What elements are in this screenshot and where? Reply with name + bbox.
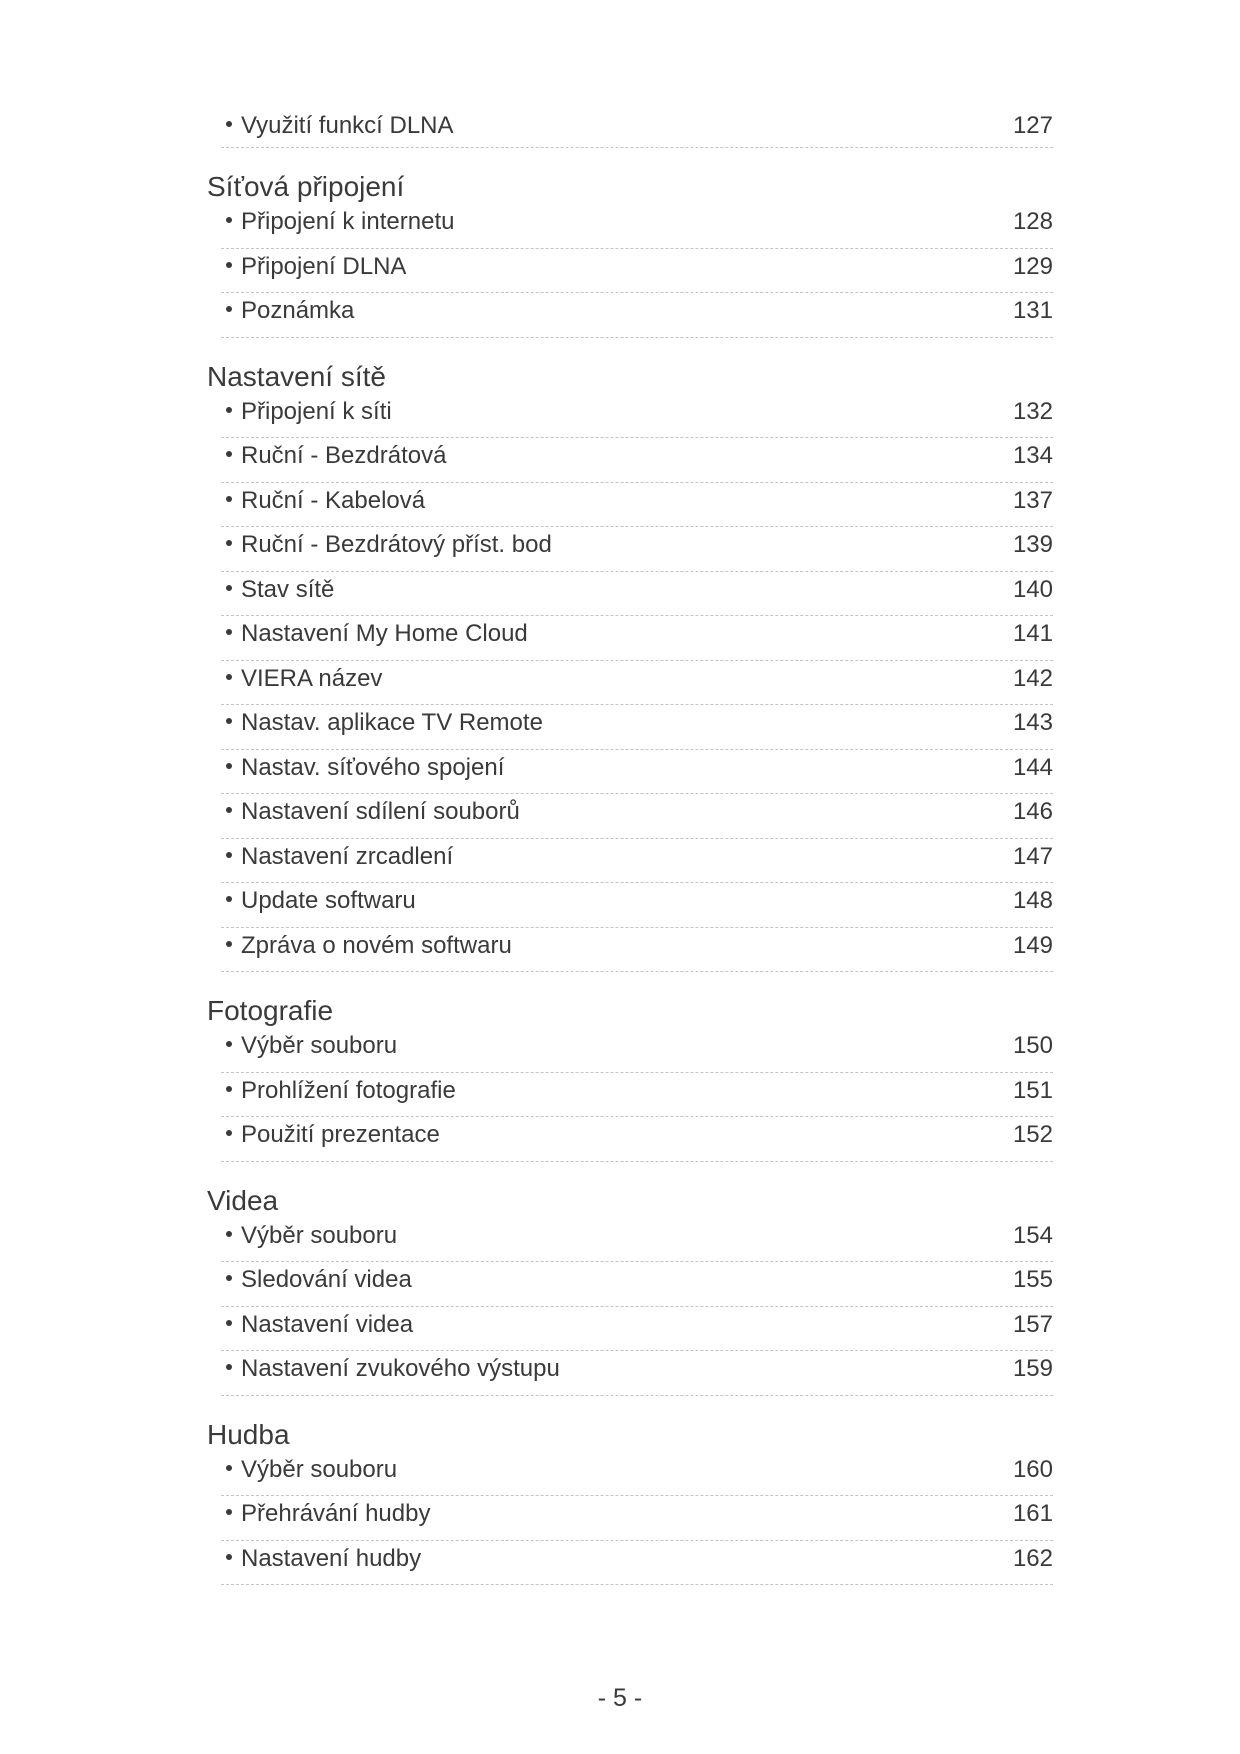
bullet-icon	[226, 217, 232, 223]
bullet-icon	[226, 496, 232, 502]
toc-entry[interactable]	[221, 1218, 1053, 1263]
toc-entry-page: 142	[1012, 664, 1053, 692]
section-heading[interactable]: Hudba	[207, 1418, 290, 1450]
bullet-icon	[226, 1086, 232, 1092]
toc-entry-label: Připojení k síti	[241, 397, 392, 425]
toc-entry-page: 128	[1012, 208, 1053, 235]
toc-entry-page: 150	[1012, 1032, 1053, 1059]
toc-entry[interactable]	[221, 108, 1053, 148]
toc-entry-label: Nastavení hudby	[241, 1544, 422, 1572]
toc-entry[interactable]	[221, 438, 1053, 483]
toc-entry-label: Nastavení sdílení souborů	[241, 798, 520, 825]
bullet-icon	[226, 451, 232, 457]
toc-entry-label: Nastav. aplikace TV Remote	[241, 709, 543, 736]
bullet-icon	[226, 121, 232, 127]
toc-entry-page: 144	[1012, 753, 1053, 781]
toc-entry-page: 127	[1012, 112, 1053, 139]
toc-entry-page: 131	[1012, 297, 1053, 324]
toc-entry[interactable]	[221, 483, 1053, 528]
toc-entry-label: Nastavení My Home Cloud	[241, 620, 528, 647]
toc-entry-label: Přehrávání hudby	[241, 1500, 431, 1527]
bullet-icon	[226, 407, 232, 413]
toc-entry-label: Stav sítě	[241, 575, 335, 603]
toc-entry[interactable]	[221, 705, 1053, 750]
toc-entry-page: 148	[1012, 887, 1053, 914]
toc-entry[interactable]	[221, 249, 1053, 294]
toc-entry[interactable]	[221, 572, 1053, 617]
bullet-icon	[226, 540, 232, 546]
bullet-icon	[226, 1320, 232, 1326]
toc-entry-page: 141	[1012, 620, 1053, 647]
toc-entry[interactable]	[221, 616, 1053, 661]
bullet-icon	[226, 763, 232, 769]
bullet-icon	[226, 1041, 232, 1047]
toc-entry-label: Výběr souboru	[241, 1032, 398, 1059]
toc-entry-page: 132	[1012, 397, 1053, 425]
toc-entry-label: Nastavení videa	[241, 1310, 414, 1338]
toc-entry[interactable]	[221, 661, 1053, 706]
bullet-icon	[226, 585, 232, 591]
toc-entry-label: Připojení DLNA	[241, 252, 407, 280]
toc-entry-page: 152	[1012, 1121, 1053, 1148]
toc-entry-label: Využití funkcí DLNA	[241, 112, 454, 139]
section-heading[interactable]: Nastavení sítě	[207, 360, 386, 392]
toc-entry[interactable]	[221, 293, 1053, 338]
bullet-icon	[226, 718, 232, 724]
bullet-icon	[226, 1275, 232, 1281]
section-heading[interactable]: Videa	[207, 1184, 279, 1216]
toc-entry-label: Sledování videa	[241, 1266, 412, 1293]
toc-entry-page: 149	[1012, 931, 1053, 959]
toc-entry-label: Nastav. síťového spojení	[241, 753, 505, 781]
toc-entry-page: 140	[1012, 575, 1053, 603]
section-heading[interactable]: Síťová připojení	[207, 171, 405, 202]
bullet-icon	[226, 1465, 232, 1471]
bullet-icon	[226, 852, 232, 858]
toc-entry[interactable]	[221, 204, 1053, 249]
toc-entry[interactable]	[221, 794, 1053, 839]
bullet-icon	[226, 896, 232, 902]
toc-entry-page: 160	[1012, 1455, 1053, 1483]
toc-entry-label: Nastavení zvukového výstupu	[241, 1355, 560, 1382]
toc-entry[interactable]	[221, 1452, 1053, 1497]
toc-entry-page: 154	[1012, 1221, 1053, 1249]
toc-entry-label: Připojení k internetu	[241, 208, 455, 235]
toc-entry[interactable]	[221, 1262, 1053, 1307]
toc-entry[interactable]	[221, 928, 1053, 973]
toc-entry-label: Použití prezentace	[241, 1121, 440, 1148]
toc-entry[interactable]	[221, 394, 1053, 439]
toc-entry-label: VIERA název	[241, 664, 383, 692]
toc-entry-page: 151	[1012, 1076, 1053, 1104]
bullet-icon	[226, 262, 232, 268]
toc-entry-page: 155	[1012, 1266, 1053, 1293]
toc-entry-page: 159	[1012, 1355, 1053, 1382]
toc-entry-page: 161	[1012, 1500, 1053, 1527]
toc-entry-page: 129	[1012, 252, 1053, 280]
toc-entry[interactable]	[221, 1028, 1053, 1073]
section-heading[interactable]: Fotografie	[207, 995, 334, 1026]
toc-entry[interactable]	[221, 1496, 1053, 1541]
bullet-icon	[226, 674, 232, 680]
toc-entry-page: 143	[1012, 709, 1053, 736]
bullet-icon	[226, 306, 232, 312]
toc-entry-label: Ruční - Kabelová	[241, 486, 426, 514]
bullet-icon	[226, 807, 232, 813]
toc-entry-label: Ruční - Bezdrátová	[241, 442, 447, 469]
toc-entry-page: 139	[1012, 531, 1053, 558]
toc-entry-label: Poznámka	[241, 297, 355, 324]
toc-entry[interactable]	[221, 1117, 1053, 1162]
toc-entry-label: Ruční - Bezdrátový příst. bod	[241, 531, 552, 558]
toc-entry-label: Nastavení zrcadlení	[241, 842, 454, 870]
toc-entry[interactable]	[221, 839, 1053, 884]
toc-entry[interactable]	[221, 527, 1053, 572]
toc-entry[interactable]	[221, 1307, 1053, 1352]
bullet-icon	[226, 941, 232, 947]
toc-entry-page: 146	[1012, 798, 1053, 825]
bullet-icon	[226, 1509, 232, 1515]
toc-entry[interactable]	[221, 1073, 1053, 1118]
toc-sections	[207, 170, 1053, 1585]
toc-entry-page: 157	[1012, 1310, 1053, 1338]
toc-entry-label: Výběr souboru	[241, 1221, 398, 1249]
toc-entry[interactable]	[221, 1351, 1053, 1396]
table-of-contents	[207, 108, 1053, 1585]
toc-entry[interactable]	[221, 750, 1053, 795]
toc-entry-page: 162	[1012, 1544, 1053, 1572]
toc-entry-label: Zpráva o novém softwaru	[241, 931, 512, 959]
page-number: - 5 -	[597, 1684, 643, 1712]
toc-entry-label: Prohlížení fotografie	[241, 1076, 456, 1104]
toc-entry[interactable]	[221, 1541, 1053, 1586]
toc-entry[interactable]	[221, 883, 1053, 928]
bullet-icon	[226, 1130, 232, 1136]
toc-entry-label: Výběr souboru	[241, 1455, 398, 1483]
bullet-icon	[226, 1231, 232, 1237]
bullet-icon	[226, 629, 232, 635]
bullet-icon	[226, 1554, 232, 1560]
toc-entry-page: 134	[1012, 442, 1053, 469]
toc-entry-label: Update softwaru	[241, 887, 416, 914]
toc-entry-page: 147	[1012, 842, 1053, 870]
toc-entry-page: 137	[1012, 486, 1053, 514]
bullet-icon	[226, 1364, 232, 1370]
